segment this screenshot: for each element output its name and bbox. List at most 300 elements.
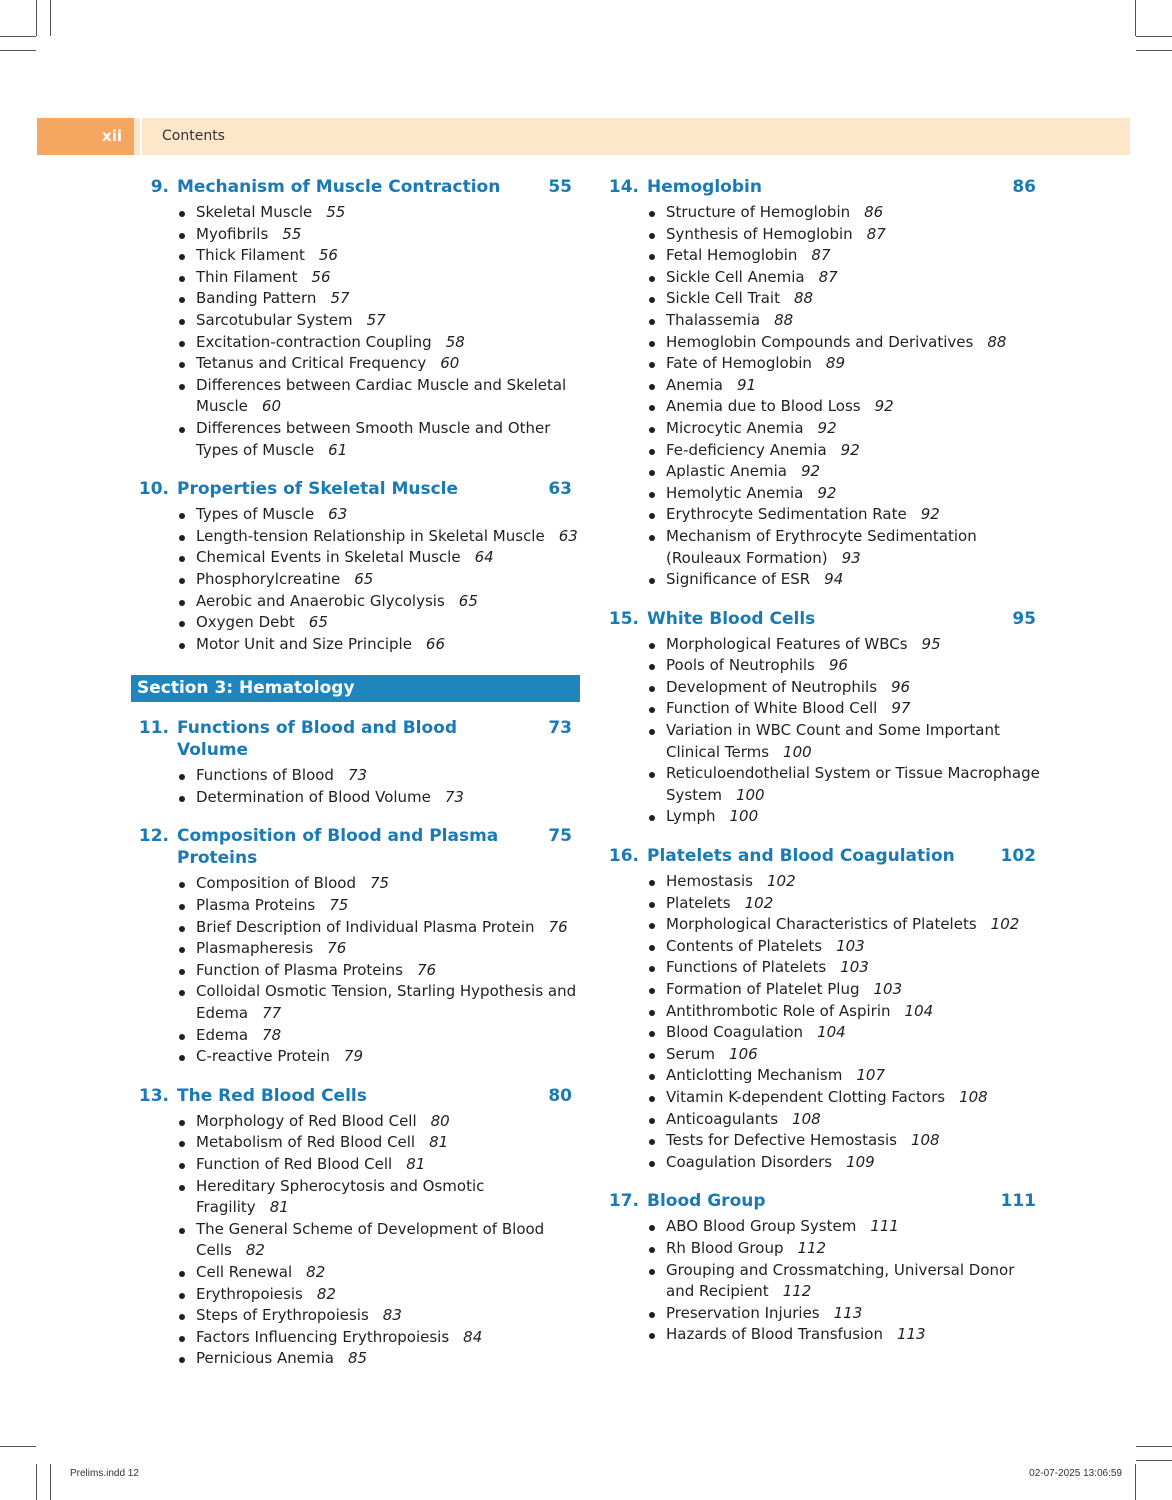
topic-page-number: 55	[282, 224, 302, 243]
chapter-number	[134, 717, 177, 739]
topic-text: Phosphorylcreatine	[196, 569, 341, 588]
chapter-entry	[134, 717, 580, 808]
topic-page-number: 112	[782, 1282, 812, 1301]
topic-page-number: 100	[735, 785, 765, 804]
topic-page-number: 113	[833, 1303, 863, 1322]
topic-page-number: 63	[328, 505, 348, 524]
topic-item	[646, 569, 1044, 591]
topic-text: Antithrombotic Role of Aspirin	[666, 1001, 891, 1020]
chapter-number	[604, 1190, 647, 1212]
topic-text: Function of Plasma Proteins	[196, 960, 403, 979]
topic-page-number: 103	[836, 936, 865, 955]
chapter-title: Blood Group	[647, 1191, 766, 1212]
topic-page-number: 76	[327, 939, 347, 958]
topic-item	[646, 763, 1044, 806]
slug-timestamp: 02-07-2025 13:06:59	[1029, 1468, 1122, 1479]
topic-item	[646, 806, 1044, 828]
crop-mark	[1136, 36, 1172, 37]
chapter-entry	[134, 1085, 580, 1370]
topic-item	[176, 526, 580, 548]
topic-item	[176, 1305, 580, 1327]
topic-item	[176, 981, 580, 1024]
topic-item	[176, 1132, 580, 1154]
topic-page-number: 87	[866, 224, 886, 243]
topic-page-number: 87	[818, 267, 838, 286]
topic-list	[604, 202, 1044, 591]
topic-item	[646, 720, 1044, 763]
topic-text: Types of Muscle	[196, 505, 315, 524]
chapter-page-number: 95	[1012, 608, 1036, 629]
topic-item	[176, 960, 580, 982]
chapter-title: Hemoglobin	[647, 177, 762, 197]
topic-item	[646, 957, 1044, 979]
topic-item	[646, 936, 1044, 958]
chapter-heading	[604, 1190, 1044, 1212]
chapter-heading	[604, 845, 1044, 867]
topic-text: Coagulation Disorders	[666, 1152, 833, 1171]
topic-page-number: 108	[910, 1131, 940, 1150]
topic-page-number: 84	[463, 1327, 483, 1346]
chapter-number-text: 11.	[138, 718, 169, 739]
topic-page-number: 89	[825, 354, 845, 373]
topic-item	[646, 461, 1044, 483]
topic-item	[176, 1262, 580, 1284]
topic-item	[646, 375, 1044, 397]
topic-text: Banding Pattern	[196, 289, 317, 308]
topic-item	[646, 634, 1044, 656]
topic-page-number: 104	[817, 1023, 846, 1042]
chapter-title: Mechanism of Muscle Contraction	[177, 177, 501, 197]
topic-text: Morphology of Red Blood Cell	[196, 1111, 417, 1130]
topic-page-number: 57	[366, 310, 386, 329]
chapter-number	[604, 608, 647, 630]
topic-text: Function of Red Blood Cell	[196, 1155, 393, 1173]
topic-list	[134, 873, 580, 1067]
topic-page-number: 87	[811, 246, 831, 265]
topic-text: Thick Filament	[196, 246, 305, 265]
topic-page-number: 96	[828, 656, 848, 675]
topic-text: Pernicious Anemia	[196, 1349, 334, 1368]
topic-item	[646, 396, 1044, 418]
topic-text: Metabolism of Red Blood Cell	[196, 1133, 416, 1152]
topic-page-number: 76	[416, 960, 437, 979]
topic-text: Variation in WBC Count and Some Important Clinical Terms	[666, 721, 1000, 761]
topic-text: Tetanus and Critical Frequency	[196, 354, 427, 373]
topic-page-number: 93	[841, 548, 861, 567]
topic-page-number: 86	[864, 203, 884, 221]
topic-item	[176, 224, 580, 246]
topic-item	[646, 483, 1044, 505]
topic-page-number: 103	[840, 958, 869, 977]
topic-page-number: 102	[990, 915, 1020, 934]
topic-item	[176, 245, 580, 267]
chapter-page-number: 102	[1000, 846, 1036, 867]
crop-mark	[36, 1464, 37, 1500]
topic-item	[176, 938, 580, 960]
topic-item	[176, 1111, 580, 1133]
chapter-entry	[134, 176, 580, 461]
topic-item	[176, 1284, 580, 1306]
topic-page-number: 57	[330, 289, 350, 308]
topic-text: The General Scheme of Development of Blood Cells	[196, 1219, 545, 1260]
topic-text: Synthesis of Hemoglobin	[666, 224, 853, 243]
chapter-title: Functions of Blood and Blood Volume	[177, 718, 458, 761]
topic-page-number: 65	[354, 569, 374, 588]
topic-text: Length-tension Relationship in Skeletal Muscle	[196, 526, 545, 545]
chapter-page-number: 55	[548, 177, 572, 197]
chapter-title: White Blood Cells	[647, 608, 816, 629]
topic-text: Plasma Proteins	[196, 896, 316, 915]
topic-text: Blood Coagulation	[666, 1023, 804, 1042]
topic-item	[176, 591, 580, 613]
topic-item	[176, 310, 580, 332]
topic-page-number: 73	[444, 787, 464, 806]
topic-page-number: 81	[269, 1198, 289, 1217]
topic-text: Hereditary Spherocytosis and Osmotic Fragility	[196, 1176, 485, 1217]
topic-item	[646, 914, 1044, 936]
topic-item	[646, 288, 1044, 310]
topic-text: Sickle Cell Anemia	[666, 267, 805, 286]
chapter-page-number: 86	[1012, 177, 1036, 197]
topic-page-number: 75	[329, 896, 349, 915]
chapter-number-text: 17.	[608, 1191, 639, 1212]
topic-text: Serum	[666, 1044, 716, 1063]
topic-text: Functions of Platelets	[666, 958, 827, 977]
topic-page-number: 92	[817, 418, 837, 437]
topic-item	[646, 224, 1044, 246]
topic-text: Pools of Neutrophils	[666, 656, 815, 675]
topic-text: Reticuloendothelial System or Tissue Macrophage System	[666, 764, 1040, 804]
topic-text: Differences between Smooth Muscle and Other Types of Muscle	[196, 418, 551, 459]
topic-item	[176, 353, 580, 375]
crop-mark	[1136, 50, 1172, 51]
topic-page-number: 56	[311, 267, 331, 286]
topic-page-number: 88	[987, 332, 1007, 351]
topic-item	[176, 895, 580, 917]
topic-list	[604, 1216, 1044, 1346]
topic-text: Cell Renewal	[196, 1262, 293, 1281]
topic-item	[176, 267, 580, 289]
topic-page-number: 61	[328, 440, 348, 459]
topic-item	[646, 1216, 1044, 1238]
topic-page-number: 81	[406, 1155, 426, 1173]
topic-item	[646, 1001, 1044, 1023]
topic-text: Oxygen Debt	[196, 613, 295, 632]
topic-page-number: 66	[425, 634, 446, 653]
crop-mark	[1135, 1464, 1136, 1500]
chapter-number-text: 13.	[138, 1085, 169, 1106]
chapter-entry	[604, 608, 1044, 828]
topic-text: Morphological Features of WBCs	[666, 634, 908, 653]
crop-mark	[0, 36, 36, 37]
topic-page-number: 94	[824, 570, 844, 589]
topic-page-number: 96	[891, 677, 911, 696]
chapter-page-number: 73	[548, 718, 572, 739]
chapter-heading	[604, 608, 1044, 630]
topic-page-number: 56	[318, 246, 338, 265]
topic-page-number: 88	[793, 289, 814, 308]
topic-text: Formation of Platelet Plug	[666, 980, 860, 998]
topic-item	[176, 1327, 580, 1349]
chapter-number-text: 12.	[138, 826, 169, 847]
topic-page-number: 77	[262, 1004, 282, 1023]
chapter-entry	[604, 845, 1044, 1173]
topic-page-number: 109	[846, 1152, 875, 1171]
topic-text: Development of Neutrophils	[666, 677, 878, 696]
chapter-title: Platelets and Blood Coagulation	[647, 846, 955, 867]
topic-text: Microcytic Anemia	[666, 418, 804, 437]
topic-page-number: 111	[870, 1217, 899, 1236]
topic-item	[646, 979, 1044, 1001]
chapter-entry	[604, 176, 1044, 591]
toc-left-column	[134, 176, 580, 1387]
topic-item	[646, 1044, 1044, 1066]
topic-page-number: 76	[548, 917, 568, 936]
topic-item	[176, 917, 580, 939]
chapter-heading	[134, 176, 580, 198]
topic-item	[176, 332, 580, 354]
topic-text: Edema	[196, 1025, 249, 1044]
chapter-number	[604, 845, 647, 867]
topic-list	[604, 871, 1044, 1173]
topic-text: Aerobic and Anaerobic Glycolysis	[196, 591, 445, 610]
topic-page-number: 78	[262, 1025, 282, 1044]
topic-text: Contents of Platelets	[666, 936, 823, 955]
topic-page-number: 91	[736, 375, 757, 394]
topic-text: Platelets	[666, 893, 731, 912]
topic-item	[646, 1130, 1044, 1152]
topic-item	[176, 202, 580, 224]
topic-text: Brief Description of Individual Plasma Protein	[196, 917, 535, 936]
topic-text: Determination of Blood Volume	[196, 787, 431, 806]
topic-text: Significance of ESR	[666, 570, 811, 589]
topic-text: Factors Influencing Erythropoiesis	[196, 1327, 450, 1346]
topic-page-number: 73	[347, 766, 368, 785]
topic-text: Fetal Hemoglobin	[666, 246, 798, 265]
topic-page-number: 60	[261, 397, 282, 416]
topic-text: Skeletal Muscle	[196, 203, 313, 221]
topic-page-number: 75	[370, 874, 390, 893]
topic-item	[646, 440, 1044, 462]
topic-text: Chemical Events in Skeletal Muscle	[196, 548, 461, 567]
topic-item	[646, 1152, 1044, 1174]
topic-item	[646, 871, 1044, 893]
topic-page-number: 102	[744, 893, 774, 912]
chapter-entry	[604, 1190, 1044, 1346]
topic-page-number: 55	[326, 203, 346, 221]
topic-list	[134, 765, 580, 808]
topic-item	[646, 418, 1044, 440]
topic-item	[646, 655, 1044, 677]
topic-text: Aplastic Anemia	[666, 462, 787, 481]
topic-text: Anemia due to Blood Loss	[666, 397, 861, 416]
topic-item	[176, 504, 580, 526]
topic-item	[176, 418, 580, 461]
topic-text: Anemia	[666, 375, 723, 394]
topic-page-number: 82	[306, 1262, 326, 1281]
topic-page-number: 108	[792, 1109, 821, 1128]
crop-mark	[0, 1446, 36, 1447]
topic-item	[176, 873, 580, 895]
topic-page-number: 106	[729, 1044, 758, 1063]
topic-text: C-reactive Protein	[196, 1047, 330, 1066]
topic-text: Function of White Blood Cell	[666, 699, 878, 718]
topic-text: Steps of Erythropoiesis	[196, 1306, 369, 1325]
topic-text: Rh Blood Group	[666, 1238, 784, 1257]
topic-item	[646, 353, 1044, 375]
topic-text: Hemoglobin Compounds and Derivatives	[666, 332, 974, 351]
topic-page-number: 92	[840, 440, 860, 459]
chapter-number-text: 10.	[138, 479, 169, 500]
topic-page-number: 65	[308, 613, 328, 632]
topic-item	[176, 547, 580, 569]
crop-mark	[50, 1464, 51, 1500]
topic-item	[646, 698, 1044, 720]
chapter-number-text: 14.	[608, 177, 639, 197]
toc-right-column	[604, 176, 1044, 1363]
topic-item	[176, 1046, 580, 1068]
topic-text: Erythrocyte Sedimentation Rate	[666, 505, 907, 524]
crop-mark	[50, 0, 51, 36]
topic-page-number: 107	[856, 1066, 885, 1085]
topic-item	[646, 267, 1044, 289]
chapter-page-number: 75	[548, 826, 572, 847]
chapter-entry	[134, 825, 580, 1067]
topic-page-number: 63	[558, 526, 578, 545]
chapter-title: Properties of Skeletal Muscle	[177, 479, 459, 500]
topic-item	[646, 245, 1044, 267]
crop-mark	[36, 0, 37, 36]
topic-text: Fe-deficiency Anemia	[666, 440, 827, 459]
topic-text: Sickle Cell Trait	[666, 289, 780, 308]
topic-item	[646, 893, 1044, 915]
topic-page-number: 82	[316, 1284, 336, 1303]
chapter-page-number: 63	[548, 479, 572, 500]
chapter-number-text: 15.	[608, 608, 639, 629]
topic-text: Hazards of Blood Transfusion	[666, 1325, 883, 1344]
topic-item	[176, 787, 580, 809]
topic-page-number: 65	[458, 591, 478, 610]
chapter-heading	[134, 1085, 580, 1107]
topic-item	[176, 288, 580, 310]
topic-item	[646, 332, 1044, 354]
chapter-number	[134, 1085, 177, 1107]
chapter-number	[134, 825, 177, 847]
topic-item	[176, 1348, 580, 1370]
topic-text: Sarcotubular System	[196, 310, 353, 329]
crop-mark	[1136, 1460, 1172, 1461]
topic-page-number: 100	[783, 742, 812, 761]
topic-text: Motor Unit and Size Principle	[196, 634, 412, 653]
chapter-number	[134, 176, 177, 198]
chapter-title: The Red Blood Cells	[177, 1085, 367, 1106]
chapter-heading	[134, 478, 580, 500]
topic-item	[646, 1260, 1044, 1303]
topic-item	[646, 504, 1044, 526]
topic-text: Vitamin K-dependent Clotting Factors	[666, 1087, 946, 1106]
topic-list	[134, 1111, 580, 1370]
topic-page-number: 103	[873, 980, 903, 998]
running-head-title: Contents	[162, 128, 225, 144]
topic-text: Morphological Characteristics of Platelets	[666, 915, 977, 934]
topic-text: Hemolytic Anemia	[666, 483, 804, 502]
crop-mark	[1136, 1446, 1172, 1447]
chapter-page-number: 111	[1000, 1191, 1036, 1212]
header-divider	[140, 118, 142, 155]
topic-item	[646, 202, 1044, 224]
topic-item	[646, 1109, 1044, 1131]
crop-mark	[1135, 0, 1136, 36]
chapter-heading	[134, 717, 580, 761]
topic-item	[176, 569, 580, 591]
topic-page-number: 102	[766, 872, 796, 891]
topic-item	[646, 1303, 1044, 1325]
topic-page-number: 112	[797, 1238, 827, 1257]
topic-text: Grouping and Crossmatching, Universal Donor and Recipient	[666, 1260, 1015, 1301]
topic-item	[646, 1022, 1044, 1044]
topic-text: Hemostasis	[666, 872, 753, 891]
topic-page-number: 92	[801, 462, 821, 481]
topic-page-number: 81	[429, 1133, 449, 1152]
topic-text: Functions of Blood	[196, 766, 334, 785]
topic-page-number: 92	[920, 505, 940, 524]
topic-text: Colloidal Osmotic Tension, Starling Hypothesis and Edema	[196, 982, 577, 1023]
topic-text: Tests for Defective Hemostasis	[666, 1131, 897, 1150]
topic-list	[134, 504, 580, 655]
topic-text: Plasmapheresis	[196, 939, 314, 958]
chapter-entry	[134, 478, 580, 655]
topic-item	[176, 612, 580, 634]
chapter-heading	[604, 176, 1044, 198]
topic-text: Lymph	[666, 807, 716, 826]
topic-page-number: 92	[817, 483, 837, 502]
topic-item	[646, 1324, 1044, 1346]
topic-page-number: 88	[774, 310, 794, 329]
topic-text: Anticoagulants	[666, 1109, 779, 1128]
topic-text: Fate of Hemoglobin	[666, 354, 812, 373]
topic-page-number: 79	[343, 1047, 363, 1066]
topic-item	[646, 526, 1044, 569]
topic-list	[134, 202, 580, 461]
topic-page-number: 58	[445, 332, 465, 351]
topic-item	[176, 1219, 580, 1262]
topic-item	[646, 677, 1044, 699]
section-banner: Section 3: Hematology	[131, 675, 580, 702]
topic-page-number: 85	[347, 1349, 368, 1368]
topic-text: Composition of Blood	[196, 874, 357, 893]
topic-item	[646, 1087, 1044, 1109]
topic-page-number: 92	[874, 397, 894, 416]
topic-text: Erythropoiesis	[196, 1284, 303, 1303]
topic-page-number: 100	[729, 807, 759, 826]
topic-item	[176, 1025, 580, 1047]
topic-text: Structure of Hemoglobin	[666, 203, 851, 221]
topic-text: Preservation Injuries	[666, 1303, 820, 1322]
topic-page-number: 95	[921, 634, 941, 653]
topic-item	[176, 765, 580, 787]
topic-item	[176, 375, 580, 418]
topic-text: Thalassemia	[666, 310, 761, 329]
topic-item	[176, 1176, 580, 1219]
chapter-number-text: 16.	[608, 846, 639, 867]
topic-page-number: 108	[959, 1087, 988, 1106]
topic-page-number: 60	[440, 354, 460, 373]
topic-item	[646, 1238, 1044, 1260]
chapter-title: Composition of Blood and Plasma Proteins	[177, 826, 499, 869]
topic-page-number: 97	[891, 699, 911, 718]
chapter-number	[604, 176, 647, 198]
topic-page-number: 113	[896, 1325, 926, 1344]
